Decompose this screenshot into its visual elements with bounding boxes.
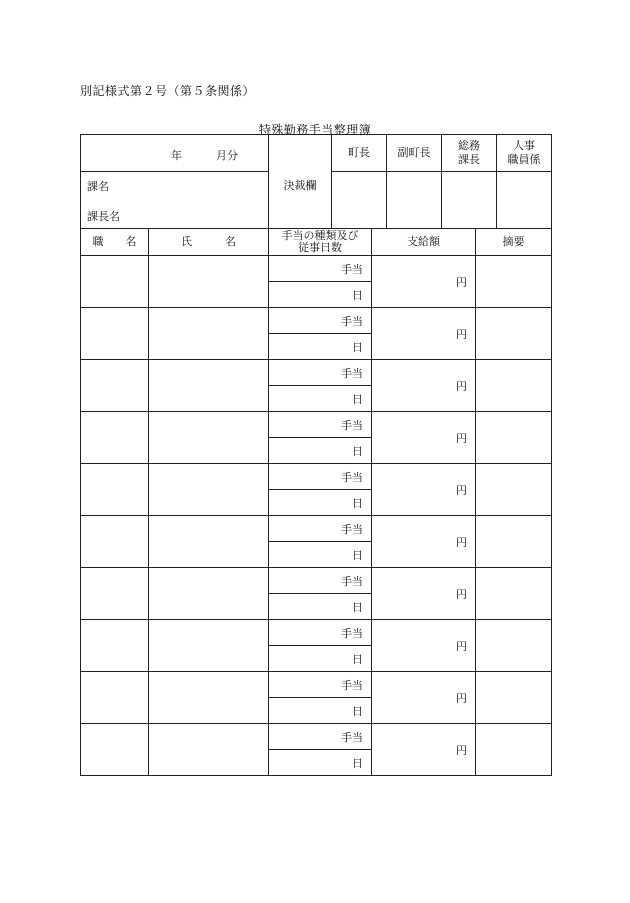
amount-cell[interactable] [372, 412, 476, 464]
table-row [81, 464, 552, 490]
approver-deputy-mayor [387, 135, 442, 172]
col-type-days-label: 手当の種類及び 従事日数 [281, 229, 359, 254]
remarks-cell[interactable] [476, 412, 552, 464]
allowance-label: 手当 [341, 730, 363, 744]
remarks-cell[interactable] [476, 724, 552, 776]
name-cell[interactable] [149, 724, 269, 776]
remarks-cell[interactable] [476, 620, 552, 672]
month-label: 月分 [216, 149, 238, 162]
amount-cell[interactable] [372, 308, 476, 360]
col-name: 氏 名 [149, 229, 269, 256]
allowance-label: 手当 [341, 574, 363, 588]
approver-general-affairs-chief [442, 135, 497, 172]
amount-cell[interactable] [372, 464, 476, 516]
yen-label: 円 [456, 275, 467, 289]
position-cell[interactable] [81, 360, 149, 412]
days-label: 日 [352, 340, 363, 354]
table-row [81, 256, 552, 282]
days-label: 日 [352, 548, 363, 562]
table-row [81, 360, 552, 386]
allowance-label: 手当 [341, 262, 363, 276]
amount-cell[interactable] [372, 360, 476, 412]
allowance-type-cell[interactable] [269, 308, 372, 334]
days-cell[interactable] [269, 698, 372, 724]
allowance-label: 手当 [341, 470, 363, 484]
decision-label: 決裁欄 [283, 179, 317, 192]
table-row [81, 724, 552, 750]
position-cell[interactable] [81, 412, 149, 464]
remarks-cell[interactable] [476, 308, 552, 360]
days-label: 日 [352, 392, 363, 406]
allowance-type-cell[interactable] [269, 256, 372, 282]
position-cell[interactable] [81, 620, 149, 672]
allowance-type-cell[interactable] [269, 724, 372, 750]
allowance-label: 手当 [341, 678, 363, 692]
allowance-label: 手当 [341, 314, 363, 328]
col-remarks: 摘要 [476, 229, 552, 256]
days-cell[interactable] [269, 542, 372, 568]
remarks-cell[interactable] [476, 672, 552, 724]
amount-cell[interactable] [372, 516, 476, 568]
period-cell[interactable] [81, 135, 269, 172]
position-cell[interactable] [81, 308, 149, 360]
name-cell[interactable] [149, 568, 269, 620]
days-label: 日 [352, 600, 363, 614]
yen-label: 円 [456, 379, 467, 393]
position-cell[interactable] [81, 568, 149, 620]
days-cell[interactable] [269, 282, 372, 308]
name-cell[interactable] [149, 620, 269, 672]
allowance-label: 手当 [341, 366, 363, 380]
allowance-label: 手当 [341, 522, 363, 536]
yen-label: 円 [456, 587, 467, 601]
remarks-cell[interactable] [476, 568, 552, 620]
allowance-label: 手当 [341, 626, 363, 640]
table-row [81, 516, 552, 542]
stamp-box-general-affairs-chief[interactable] [442, 172, 497, 229]
table-row [81, 308, 552, 334]
yen-label: 円 [456, 743, 467, 757]
table-row [81, 620, 552, 646]
name-cell[interactable] [149, 672, 269, 724]
amount-cell[interactable] [372, 724, 476, 776]
position-cell[interactable] [81, 256, 149, 308]
approval-header-table [80, 134, 552, 229]
decision-cell [269, 135, 332, 229]
col-amount: 支給額 [372, 229, 476, 256]
yen-label: 円 [456, 483, 467, 497]
days-label: 日 [352, 704, 363, 718]
days-cell[interactable] [269, 490, 372, 516]
approver-label: 総務 課長 [458, 139, 480, 166]
name-cell[interactable] [149, 464, 269, 516]
position-cell[interactable] [81, 464, 149, 516]
remarks-cell[interactable] [476, 516, 552, 568]
allowance-type-cell[interactable] [269, 412, 372, 438]
days-label: 日 [352, 288, 363, 302]
remarks-cell[interactable] [476, 464, 552, 516]
name-cell[interactable] [149, 256, 269, 308]
days-cell[interactable] [269, 646, 372, 672]
days-label: 日 [352, 496, 363, 510]
remarks-cell[interactable] [476, 360, 552, 412]
amount-cell[interactable] [372, 620, 476, 672]
yen-label: 円 [456, 639, 467, 653]
days-cell[interactable] [269, 386, 372, 412]
section-label: 課名 [87, 180, 109, 193]
days-label: 日 [352, 756, 363, 770]
allowance-type-cell[interactable] [269, 464, 372, 490]
allowance-type-cell[interactable] [269, 516, 372, 542]
form-title: 特殊勤務手当整理簿 [258, 123, 372, 137]
yen-label: 円 [456, 327, 467, 341]
position-cell[interactable] [81, 516, 149, 568]
table-row [81, 568, 552, 594]
days-cell[interactable] [269, 438, 372, 464]
yen-label: 円 [456, 431, 467, 445]
yen-label: 円 [456, 535, 467, 549]
days-label: 日 [352, 652, 363, 666]
approver-label: 副町長 [397, 146, 431, 159]
days-cell[interactable] [269, 750, 372, 776]
position-cell[interactable] [81, 724, 149, 776]
name-cell[interactable] [149, 412, 269, 464]
name-cell[interactable] [149, 516, 269, 568]
approver-personnel [497, 135, 552, 172]
stamp-box-deputy-mayor[interactable] [387, 172, 442, 229]
page-heading: 別記様式第２号（第５条関係） [80, 84, 256, 98]
amount-cell[interactable] [372, 672, 476, 724]
allowance-type-cell[interactable] [269, 568, 372, 594]
table-row [81, 672, 552, 698]
remarks-cell[interactable] [476, 256, 552, 308]
section-chief-label: 課長名 [87, 210, 120, 223]
approver-mayor [332, 135, 387, 172]
col-type-days [269, 229, 372, 256]
stamp-box-mayor[interactable] [332, 172, 387, 229]
allowance-type-cell[interactable] [269, 620, 372, 646]
year-label: 年 [171, 149, 182, 162]
stamp-box-personnel[interactable] [497, 172, 552, 229]
days-label: 日 [352, 444, 363, 458]
allowance-type-cell[interactable] [269, 672, 372, 698]
department-cell[interactable] [81, 172, 269, 229]
allowance-table [80, 228, 552, 776]
days-cell[interactable] [269, 334, 372, 360]
yen-label: 円 [456, 691, 467, 705]
allowance-label: 手当 [341, 418, 363, 432]
table-row [81, 412, 552, 438]
allowance-type-cell[interactable] [269, 360, 372, 386]
name-cell[interactable] [149, 360, 269, 412]
approver-label: 町長 [348, 146, 370, 159]
approver-label: 人事 職員係 [507, 139, 541, 166]
days-cell[interactable] [269, 594, 372, 620]
position-cell[interactable] [81, 672, 149, 724]
amount-cell[interactable] [372, 568, 476, 620]
name-cell[interactable] [149, 308, 269, 360]
amount-cell[interactable] [372, 256, 476, 308]
col-position: 職 名 [81, 229, 149, 256]
